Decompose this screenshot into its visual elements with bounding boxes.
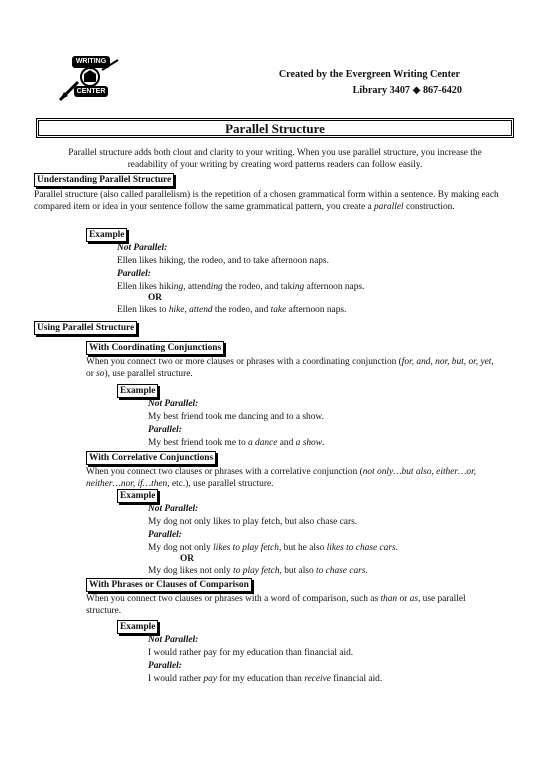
section-heading-using: Using Parallel Structure xyxy=(34,321,137,335)
example-label-1: Example xyxy=(86,228,127,242)
subheading-comparison: With Phrases or Clauses of Comparison xyxy=(86,578,252,592)
example-label-2: Example xyxy=(117,384,158,398)
p-sentence-2: My best friend took me to a dance and a show. xyxy=(148,438,325,448)
np-sentence-1: Ellen likes hiking, the rodeo, and to take afternoon naps. xyxy=(117,256,329,266)
p-sentence-3b: My dog likes not only to play fetch, but also to chase cars. xyxy=(148,566,368,576)
header-line-2: Library 3407 ◆ 867-6420 xyxy=(352,85,462,96)
or-label-2: OR xyxy=(180,554,195,564)
comparison-paragraph: When you connect two clauses or phrases with a word of comparison, such as than or as, use parallel structure. xyxy=(86,594,466,617)
subheading-correlative: With Correlative Conjunctions xyxy=(86,451,216,465)
or-label-1: OR xyxy=(148,293,163,303)
page-title: Parallel Structure xyxy=(225,121,325,136)
parallel-label-4: Parallel: xyxy=(148,661,182,671)
not-parallel-label-3: Not Parallel: xyxy=(148,504,199,514)
np-sentence-2: My best friend took me dancing and to a show. xyxy=(148,412,324,422)
np-sentence-3: My dog not only likes to play fetch, but also chase cars. xyxy=(148,517,358,527)
intro-paragraph: Parallel structure adds both clout and clarity to your writing. When you use parallel structure, you increase the readability of your writing by creating word patterns readers can follow easily. xyxy=(68,148,482,171)
parallel-label-3: Parallel: xyxy=(148,530,182,540)
logo-bottom-text: CENTER xyxy=(76,88,106,95)
p-sentence-1b: Ellen likes to hike, attend the rodeo, and take afternoon naps. xyxy=(117,305,347,315)
p-sentence-3a: My dog not only likes to play fetch, but he also likes to chase cars. xyxy=(148,543,398,553)
title-bar xyxy=(36,118,514,138)
understanding-paragraph: Parallel structure (also called parallelism) is the repetition of a chosen grammatical form within a sentence. By making each compared item or idea in your sentence follow the same grammatical pattern, you create a parallel construction. xyxy=(34,190,499,213)
parallel-label-1: Parallel: xyxy=(117,269,151,279)
writing-center-logo xyxy=(58,52,122,106)
example-label-3: Example xyxy=(117,489,158,503)
not-parallel-label-1: Not Parallel: xyxy=(117,243,168,253)
np-sentence-4: I would rather pay for my education than financial aid. xyxy=(148,648,354,658)
p-sentence-1a: Ellen likes hiking, attending the rodeo, and taking afternoon naps. xyxy=(117,282,365,292)
coord-paragraph: When you connect two or more clauses or phrases with a coordinating conjunction (for, and, nor, but, or, yet, or so), use parallel structure. xyxy=(86,357,494,380)
logo-top-text: WRITING xyxy=(75,58,107,65)
parallel-label-2: Parallel: xyxy=(148,425,182,435)
example-label-4: Example xyxy=(117,620,158,634)
not-parallel-label-2: Not Parallel: xyxy=(148,399,199,409)
header-line-1: Created by the Evergreen Writing Center xyxy=(278,69,460,80)
correl-paragraph: When you connect two clauses or phrases with a correlative conjunction (not only…but also, either…or, neither…nor, if…then, etc.), use parallel structure. xyxy=(86,467,477,490)
subheading-coordinating: With Coordinating Conjunctions xyxy=(86,341,224,355)
section-heading-understanding: Understanding Parallel Structure xyxy=(34,173,174,187)
p-sentence-4: I would rather pay for my education than receive financial aid. xyxy=(148,674,383,684)
not-parallel-label-4: Not Parallel: xyxy=(148,635,199,645)
